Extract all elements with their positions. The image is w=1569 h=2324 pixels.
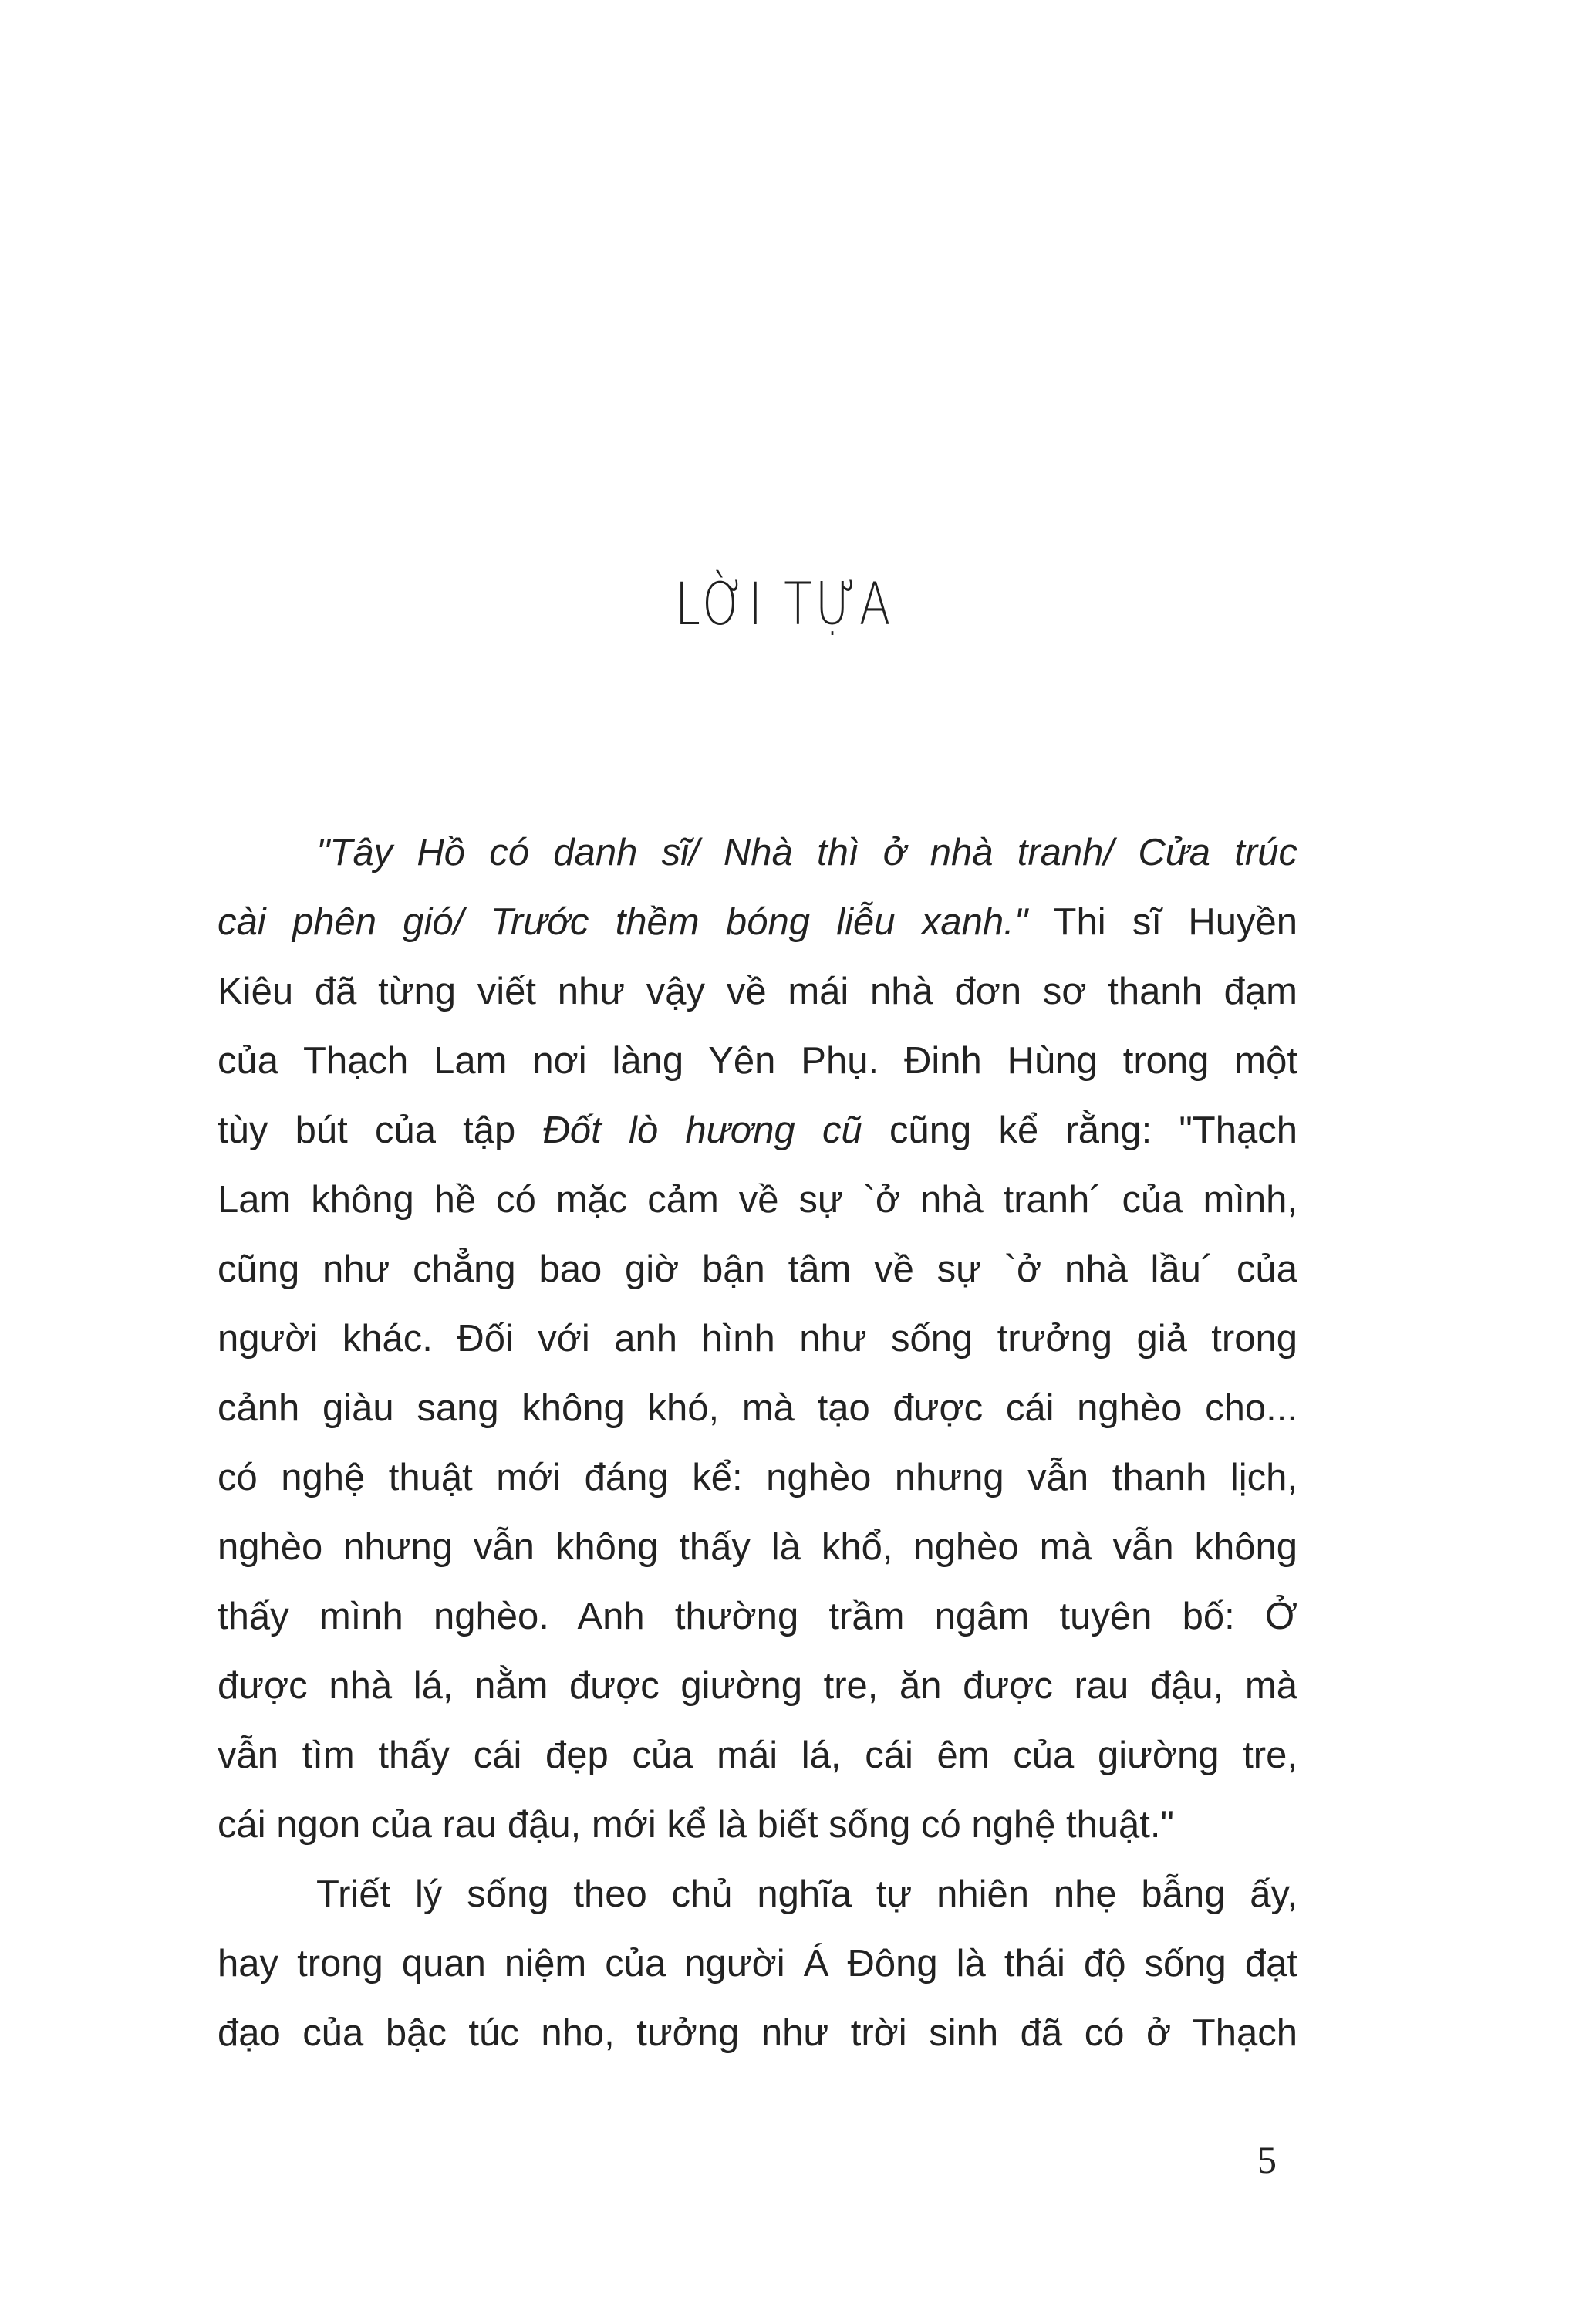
text-line [218,1235,1297,1304]
text-line [218,1651,1297,1721]
text-line [218,1373,1297,1443]
text-run: vẫn tìm thấy cái đẹp của mái lá, cái êm của giường tre, [218,1735,1297,1776]
text-line [218,1790,1297,1860]
text-line [218,818,1297,887]
text-line [218,1582,1297,1651]
text-line [218,1929,1297,1998]
text-run: có nghệ thuật mới đáng kể: nghèo nhưng vẫn thanh lịch, [218,1457,1297,1498]
text-run: cảnh giàu sang không khó, mà tạo được cái nghèo cho... [218,1387,1297,1429]
text-run: được nhà lá, nằm được giường tre, ăn được rau đậu, mà [218,1665,1297,1707]
text-run: thấy mình nghèo. Anh thường trầm ngâm tuyên bố: Ở [218,1596,1297,1637]
text-line [218,1304,1297,1373]
text-line [218,1165,1297,1235]
text-run: hay trong quan niệm của người Á Đông là thái độ sống đạt [218,1943,1297,1985]
text-line [218,1096,1297,1165]
text-run: người khác. Đối với anh hình như sống trưởng giả trong [218,1318,1297,1360]
text-line [218,1721,1297,1790]
text-run: đạo của bậc túc nho, tưởng như trời sinh đã có ở Thạch [218,2012,1297,2054]
text-line [218,887,1297,957]
text-run: cái ngon của rau đậu, mới kể là biết sống có nghệ thuật." [218,1804,1174,1846]
italic-text: "Tây Hồ có danh sĩ/ Nhà thì ở nhà tranh/ Cửa trúc [316,832,1297,873]
italic-text: cài phên gió/ Trước thềm bóng liễu xanh." [218,901,1028,943]
page-number: 5 [1257,2138,1277,2181]
text-run: tùy bút của tập [218,1110,543,1151]
text-run: cũng kể rằng: "Thạch [862,1110,1297,1151]
text-run: Kiêu đã từng viết như vậy về mái nhà đơn sơ thanh đạm [218,971,1297,1012]
text-run: cũng như chẳng bao giờ bận tâm về sự `ở nhà lầu´ của [218,1248,1297,1290]
text-line [218,1998,1297,2068]
text-run: Lam không hề có mặc cảm về sự `ở nhà tranh´ của mình, [218,1179,1297,1221]
preface-text [218,818,1297,2068]
text-run: Triết lý sống theo chủ nghĩa tự nhiên nhẹ bẫng ấy, [316,1873,1297,1915]
italic-text: Đốt lò hương cũ [542,1110,862,1151]
page-title: LỜI TỰA [674,569,895,638]
text-line [218,1512,1297,1582]
text-line [218,1443,1297,1512]
text-run: nghèo nhưng vẫn không thấy là khổ, nghèo mà vẫn không [218,1526,1297,1568]
text-run: của Thạch Lam nơi làng Yên Phụ. Đinh Hùng trong một [218,1040,1297,1082]
text-line [218,957,1297,1026]
text-line [218,1860,1297,1929]
text-line [218,1026,1297,1096]
text-run: Thi sĩ Huyền [1027,901,1297,943]
